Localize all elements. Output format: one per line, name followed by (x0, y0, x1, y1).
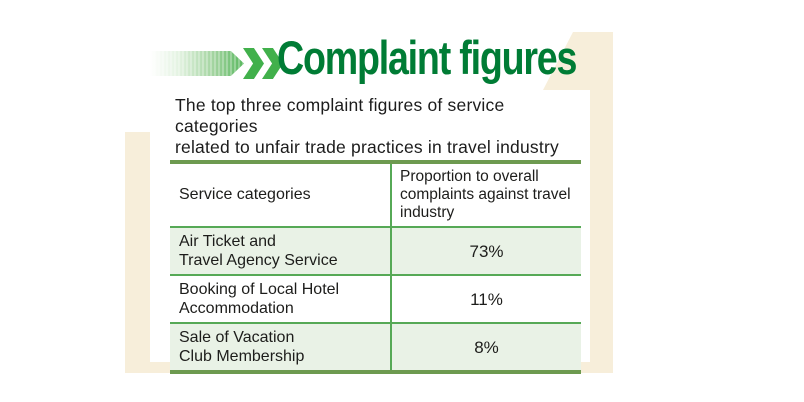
row-value: 8% (390, 324, 581, 370)
table-row (170, 228, 581, 274)
category-line-2: Club Membership (179, 348, 305, 365)
content-card (150, 90, 590, 365)
arrow-gradient-band-icon (150, 51, 244, 76)
table-header-row (170, 164, 581, 226)
row-category (170, 228, 390, 274)
chevron-right-icon (243, 48, 264, 79)
category-line-1: Sale of Vacation (179, 329, 295, 346)
category-line-2: Accommodation (179, 300, 294, 317)
category-line-1: Air Ticket and (179, 233, 276, 250)
intro-line-1: The top three complaint figures of service categories (175, 95, 505, 136)
header-proportion: Proportion to overall complaints against travel industry (390, 164, 581, 226)
table-row (170, 276, 581, 322)
page-title: Complaint figures (277, 31, 577, 84)
row-value: 11% (390, 276, 581, 322)
category-line-2: Travel Agency Service (179, 252, 338, 269)
header-service-categories: Service categories (179, 186, 311, 203)
row-category (170, 324, 390, 370)
row-category (170, 276, 390, 322)
complaints-table (170, 160, 581, 374)
row-value: 73% (390, 228, 581, 274)
table-row (170, 324, 581, 370)
intro-line-2: related to unfair trade practices in travel industry (175, 137, 559, 157)
category-line-1: Booking of Local Hotel (179, 281, 340, 298)
